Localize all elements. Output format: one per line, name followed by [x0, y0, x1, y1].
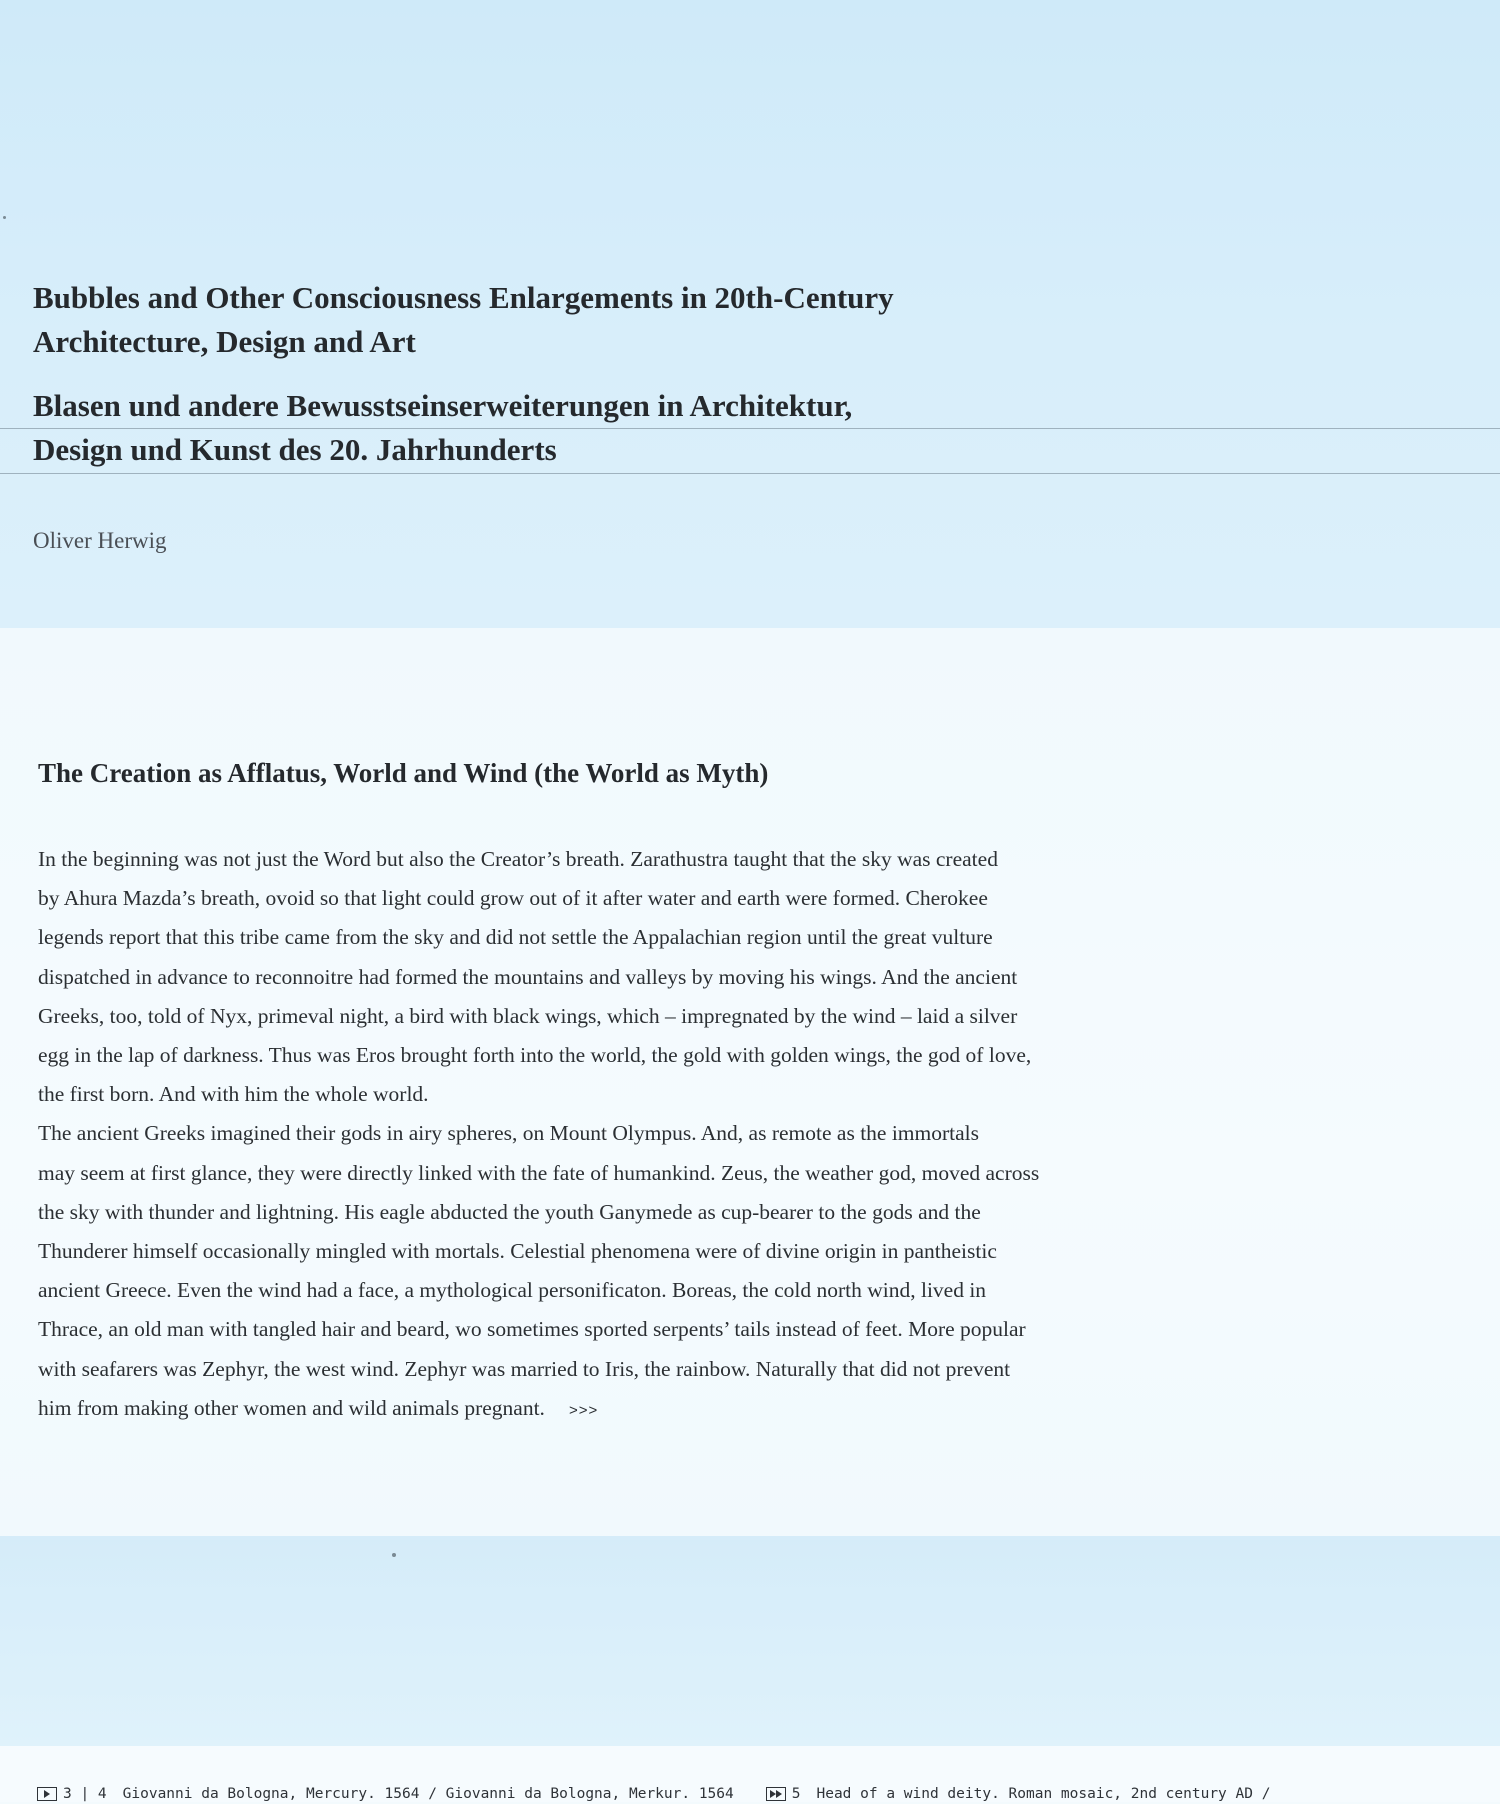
play-box-icon: [37, 1787, 57, 1801]
title-german-line: Blasen und andere Bewusstseinserweiterungen in Architektur,: [33, 388, 853, 423]
speck: [392, 1553, 396, 1557]
body-text: [38, 840, 1238, 1430]
body-line: the first born. And with him the whole world.: [38, 1082, 429, 1107]
body-line: with seafarers was Zephyr, the west wind. Zephyr was married to Iris, the rainbow. Naturally that did not prevent: [38, 1356, 1011, 1381]
body-line: legends report that this tribe came from the sky and did not settle the Appalachian region until the great vulture: [38, 925, 993, 950]
body-line: In the beginning was not just the Word but also the Creator’s breath. Zarathustra taught that the sky was created: [38, 847, 998, 871]
speck: [3, 216, 6, 219]
body-line: Greeks, too, told of Nyx, primeval night, a bird with black wings, which – impregnated by the wind – laid a silver: [38, 1003, 1018, 1028]
title-rule-lower: [0, 473, 1500, 474]
author-name: Oliver Herwig: [33, 528, 167, 553]
body-line: dispatched in advance to reconnoitre had formed the mountains and valleys by moving his wings. And the ancient: [38, 964, 1018, 989]
title-german: [33, 384, 1133, 472]
caption-text: Head of a wind deity. Roman mosaic, 2nd century AD /: [816, 1786, 1271, 1802]
title-english: [33, 276, 1133, 364]
body-line: egg in the lap of darkness. Thus was Eros brought forth into the world, the gold with golden wings, the god of love,: [38, 1043, 1032, 1068]
body-line: Thrace, an old man with tangled hair and beard, wo sometimes sported serpents’ tails instead of feet. More popular: [38, 1317, 1026, 1342]
section-heading: The Creation as Afflatus, World and Wind (the World as Myth): [38, 758, 769, 788]
body-line: the sky with thunder and lightning. His eagle abducted the youth Ganymede as cup-bearer to the gods and the: [38, 1199, 981, 1224]
continue-marker[interactable]: >>>: [568, 1401, 599, 1419]
caption-text: Giovanni da Bologna, Mercury. 1564 / Giovanni da Bologna, Merkur. 1564: [122, 1786, 734, 1802]
caption-number: 5: [791, 1786, 801, 1802]
body-line: him from making other women and wild animals pregnant.: [38, 1395, 545, 1420]
body-line-last: [38, 1389, 1238, 1430]
image-captions: [37, 1784, 1270, 1804]
body-line: by Ahura Mazda’s breath, ovoid so that light could grow out of it after water and earth were formed. Cherokee: [38, 886, 988, 911]
fast-forward-box-icon: [766, 1787, 786, 1801]
caption-number: 3 | 4: [63, 1786, 107, 1802]
body-line: Thunderer himself occasionally mingled with mortals. Celestial phenomena were of divine origin in pantheistic: [38, 1239, 997, 1264]
lower-band: [0, 1536, 1500, 1746]
title-english-line: Bubbles and Other Consciousness Enlargements in 20th-Century: [33, 280, 894, 315]
body-line: The ancient Greeks imagined their gods in airy spheres, on Mount Olympus. And, as remote as the immortals: [38, 1121, 980, 1146]
title-german-line: Design und Kunst des 20. Jahrhunderts: [33, 432, 557, 467]
title-english-line: Architecture, Design and Art: [33, 324, 416, 359]
body-line: ancient Greece. Even the wind had a face, a mythological personificaton. Boreas, the cold north wind, lived in: [38, 1278, 987, 1303]
body-line: may seem at first glance, they were directly linked with the fate of humankind. Zeus, the weather god, moved across: [38, 1160, 1040, 1185]
title-block: [33, 276, 1133, 472]
